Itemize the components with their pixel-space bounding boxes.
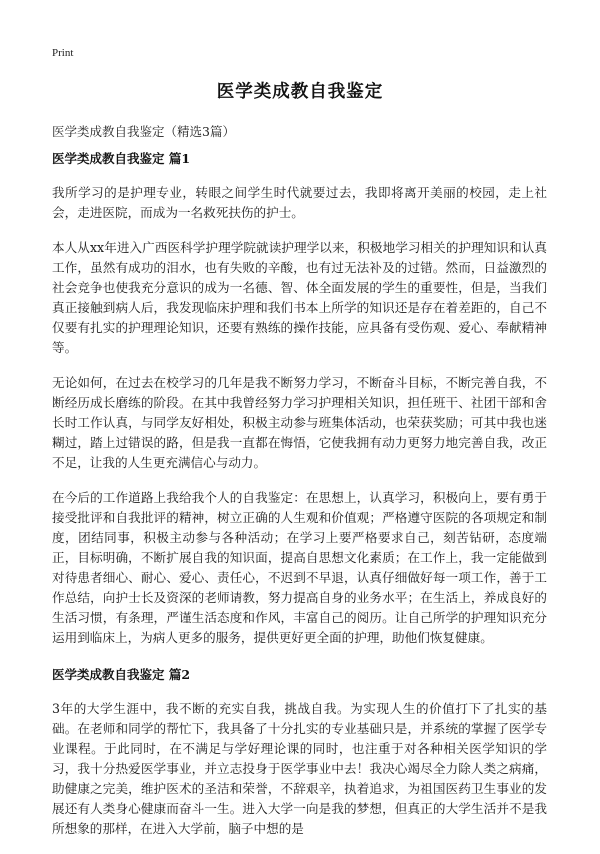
section-1-paragraph-1: 我所学习的是护理专业，转眼之间学生时代就要过去，我即将离开美丽的校园，走上社会，走进医院，而成为一名救死扶伤的护士。 — [52, 185, 547, 220]
document-title: 医学类成教自我鉴定 — [216, 82, 384, 102]
section-heading-1: 医学类成教自我鉴定 篇1 — [52, 151, 191, 166]
section-2-paragraph-1: 3年的大学生涯中，我不断的充实自我，挑战自我。为实现人生的价值打下了扎实的基础。在老师和同学的帮忙下，我具备了十分扎实的专业基础只是，并系统的掌握了医学专业课程。于此同时，在不满足与学好理论课的同时，也注重于对各种相关医学知识的学习，我十分热爱医学事业，并立志投身于医学事业中去！我决心竭尽全力除人类之病痛，助健康之完美，维护医术的圣洁和荣誉，不辞艰辛，执着追求，为祖国医药卫生事业的发展还有人类身心健康而奋斗一生。进入大学一向是我的梦想，但真正的大学生活并不是我所想象的那样，在进入大学前，脑子中想的是 — [52, 701, 547, 836]
document-body — [52, 151, 547, 854]
document-subtitle: 医学类成教自我鉴定（精选3篇） — [52, 124, 235, 139]
section-1-paragraph-2: 本人从xx年进入广西医科学护理学院就读护理学以来，积极地学习相关的护理知识和认真工作，虽然有成功的泪水，也有失败的辛酸，也有过无法补及的过错。然而，日益激烈的社会竞争也使我充分意识的成为一名德、智、体全面发展的学生的重要性，但是，当我们真正接触到病人后，我发现临床护理和我们书本上所学的知识还是存在着差距的，自己不仅要有扎实的护理理论知识，还要有熟练的操作技能，应具备有受伤观、爱心、奉献精神等。 — [52, 240, 547, 355]
section-1-paragraph-4: 在今后的工作道路上我给我个人的自我鉴定：在思想上，认真学习，积极向上，要有勇于接受批评和自我批评的精神，树立正确的人生观和价值观；严格遵守医院的各项规定和制度，团结同事，积极主动参与各种活动；在学习上要严格要求自己，刻苦钻研，态度端正，目标明确，不断扩展自我的知识面，提高自思想文化素质；在工作上，我一定能做到对待患者细心、耐心、爱心、责任心，不迟到不早退，认真仔细做好每一项工作，善于工作总结，向护士长及资深的老师请教，努力提高自身的业务水平；在生活上，养成良好的生活习惯，有条理，严谨生活态度和作风，丰富自己的阅历。让自己所学的护理知识充分运用到临床上，为病人更多的服务，提供更好更全面的护理，助他们恢复健康。 — [52, 490, 547, 645]
print-link[interactable]: Print — [52, 47, 74, 59]
section-heading-2: 医学类成教自我鉴定 篇2 — [52, 667, 191, 682]
section-1-paragraph-3: 无论如何，在过去在校学习的几年是我不断努力学习，不断奋斗目标，不断完善自我，不断经历成长磨练的阶段。在其中我曾经努力学习护理相关知识，担任班干、社团干部和舍长时工作认真，与同学友好相处，积极主动参与班集体活动，也荣获奖励；可其中我也迷糊过，踏上过错误的路，但是我一直都在悔悟，它使我拥有动力更努力地完善自我，改正不足，让我的人生更充满信心与动力。 — [52, 375, 547, 470]
